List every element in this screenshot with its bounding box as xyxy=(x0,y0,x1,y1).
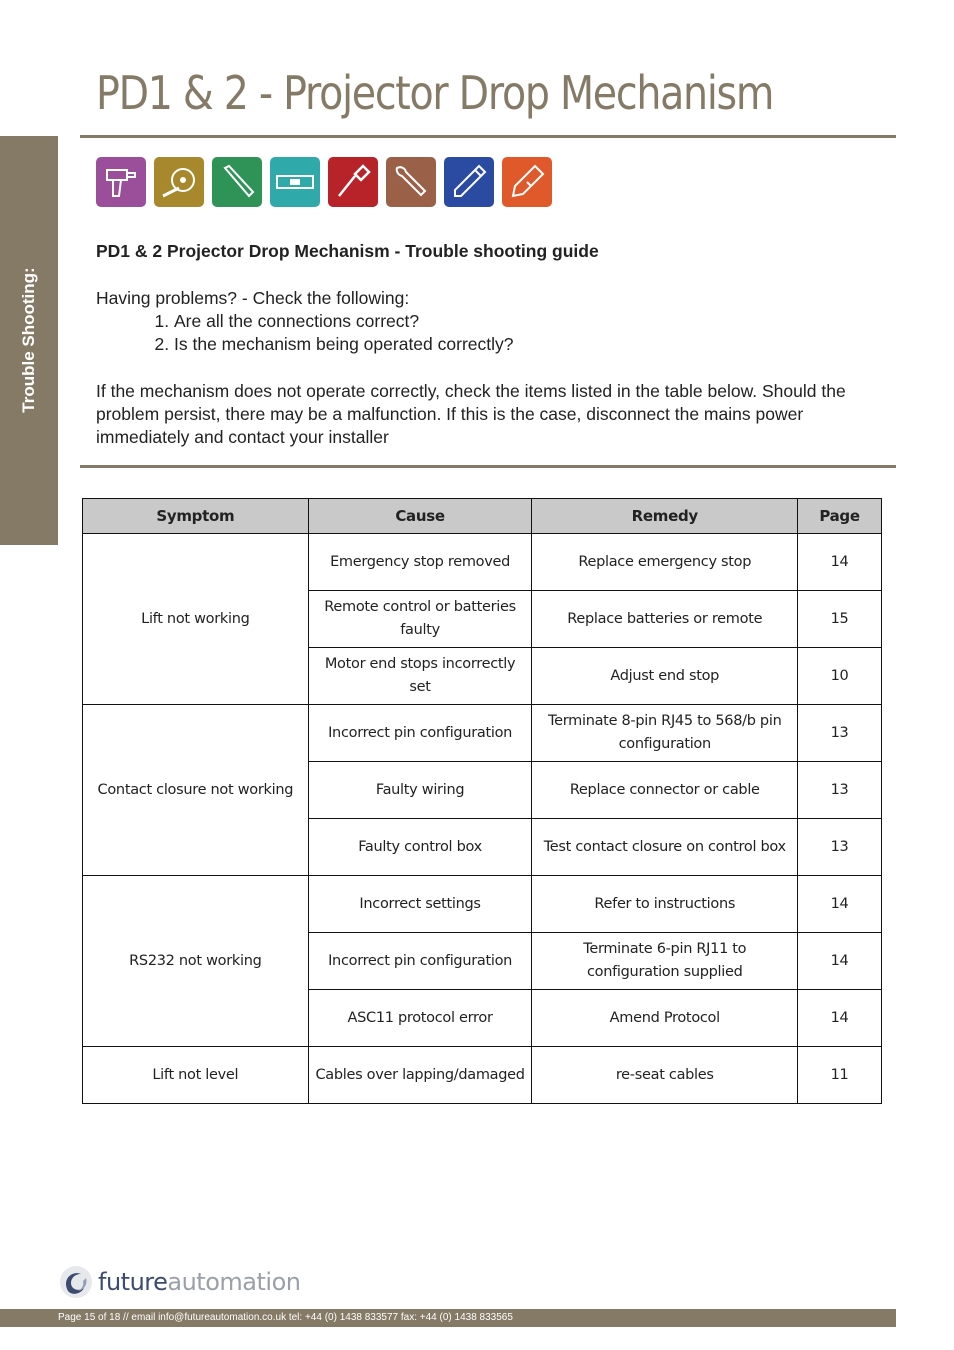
guide-heading: PD1 & 2 Projector Drop Mechanism - Trouble shooting guide xyxy=(96,241,599,261)
section-divider xyxy=(80,465,896,468)
remedy-cell: Replace batteries or remote xyxy=(532,591,798,648)
side-tab xyxy=(0,136,58,545)
tape-measure-icon xyxy=(154,157,204,207)
remedy-cell: Replace emergency stop xyxy=(532,534,798,591)
symptom-cell: RS232 not working xyxy=(83,876,309,1047)
cause-cell: Faulty wiring xyxy=(308,762,532,819)
drill-icon xyxy=(96,157,146,207)
remedy-cell: Terminate 8-pin RJ45 to 568/b pin configuration xyxy=(532,705,798,762)
table-row xyxy=(83,1047,882,1104)
cause-cell: Incorrect settings xyxy=(308,876,532,933)
page-cell: 14 xyxy=(798,990,882,1047)
troubleshooting-table xyxy=(82,498,882,1104)
spanner-icon xyxy=(386,157,436,207)
table-header-row xyxy=(83,499,882,534)
remedy-cell: re-seat cables xyxy=(532,1047,798,1104)
cause-cell: Faulty control box xyxy=(308,819,532,876)
cause-cell: Incorrect pin configuration xyxy=(308,705,532,762)
page-cell: 13 xyxy=(798,705,882,762)
cause-cell: Cables over lapping/damaged xyxy=(308,1047,532,1104)
page-cell: 14 xyxy=(798,876,882,933)
page-cell: 15 xyxy=(798,591,882,648)
cause-cell: Remote control or batteries faulty xyxy=(308,591,532,648)
symptom-cell: Contact closure not working xyxy=(83,705,309,876)
remedy-cell: Refer to instructions xyxy=(532,876,798,933)
logo-part-future: future xyxy=(98,1268,168,1296)
intro-section xyxy=(96,240,886,449)
logo-part-automation: automation xyxy=(167,1268,301,1296)
page-cell: 13 xyxy=(798,762,882,819)
side-tab-label: Trouble Shooting: xyxy=(19,267,38,413)
remedy-cell: Amend Protocol xyxy=(532,990,798,1047)
page-title: PD1 & 2 - Projector Drop Mechanism xyxy=(96,66,774,120)
footer-bar xyxy=(0,1309,896,1327)
remedy-cell: Adjust end stop xyxy=(532,648,798,705)
table-row xyxy=(83,534,882,591)
logo-wordmark xyxy=(98,1268,300,1296)
utility-knife-icon xyxy=(502,157,552,207)
footer-text: Page 15 of 18 // email info@futureautomation.co.uk tel: +44 (0) 1438 833577 fax: +44 (0) 1438 833565 xyxy=(58,1312,513,1323)
cause-cell: Emergency stop removed xyxy=(308,534,532,591)
check-item: 2. Is the mechanism being operated correctly? xyxy=(174,333,886,356)
cause-cell: ASC11 protocol error xyxy=(308,990,532,1047)
remedy-cell: Test contact closure on control box xyxy=(532,819,798,876)
header-page: Page xyxy=(798,499,882,534)
table-row xyxy=(83,705,882,762)
pencil-icon xyxy=(444,157,494,207)
tool-icons-row xyxy=(96,157,552,207)
symptom-cell: Lift not level xyxy=(83,1047,309,1104)
table-row xyxy=(83,876,882,933)
screwdriver-icon xyxy=(328,157,378,207)
check-list xyxy=(96,310,886,356)
header-cause: Cause xyxy=(308,499,532,534)
symptom-cell: Lift not working xyxy=(83,534,309,705)
remedy-cell: Replace connector or cable xyxy=(532,762,798,819)
header-remedy: Remedy xyxy=(532,499,798,534)
check-line: Having problems? - Check the following: xyxy=(96,288,410,308)
page-cell: 10 xyxy=(798,648,882,705)
company-logo xyxy=(58,1264,300,1300)
intro-paragraph: If the mechanism does not operate correctly, check the items listed in the table below. Should the problem persist, there may be a malfunction. If this is the case, disconnect the mains power immediately and contact your installer xyxy=(96,381,846,447)
cause-cell: Incorrect pin configuration xyxy=(308,933,532,990)
title-divider xyxy=(80,135,896,138)
page-cell: 13 xyxy=(798,819,882,876)
allen-key-icon xyxy=(212,157,262,207)
page-cell: 14 xyxy=(798,534,882,591)
page-cell: 11 xyxy=(798,1047,882,1104)
remedy-cell: Terminate 6-pin RJ11 to configuration supplied xyxy=(532,933,798,990)
cause-cell: Motor end stops incorrectly set xyxy=(308,648,532,705)
page-cell: 14 xyxy=(798,933,882,990)
spirit-level-icon xyxy=(270,157,320,207)
swirl-logo-icon xyxy=(58,1264,94,1300)
header-symptom: Symptom xyxy=(83,499,309,534)
check-item: 1. Are all the connections correct? xyxy=(174,310,886,333)
